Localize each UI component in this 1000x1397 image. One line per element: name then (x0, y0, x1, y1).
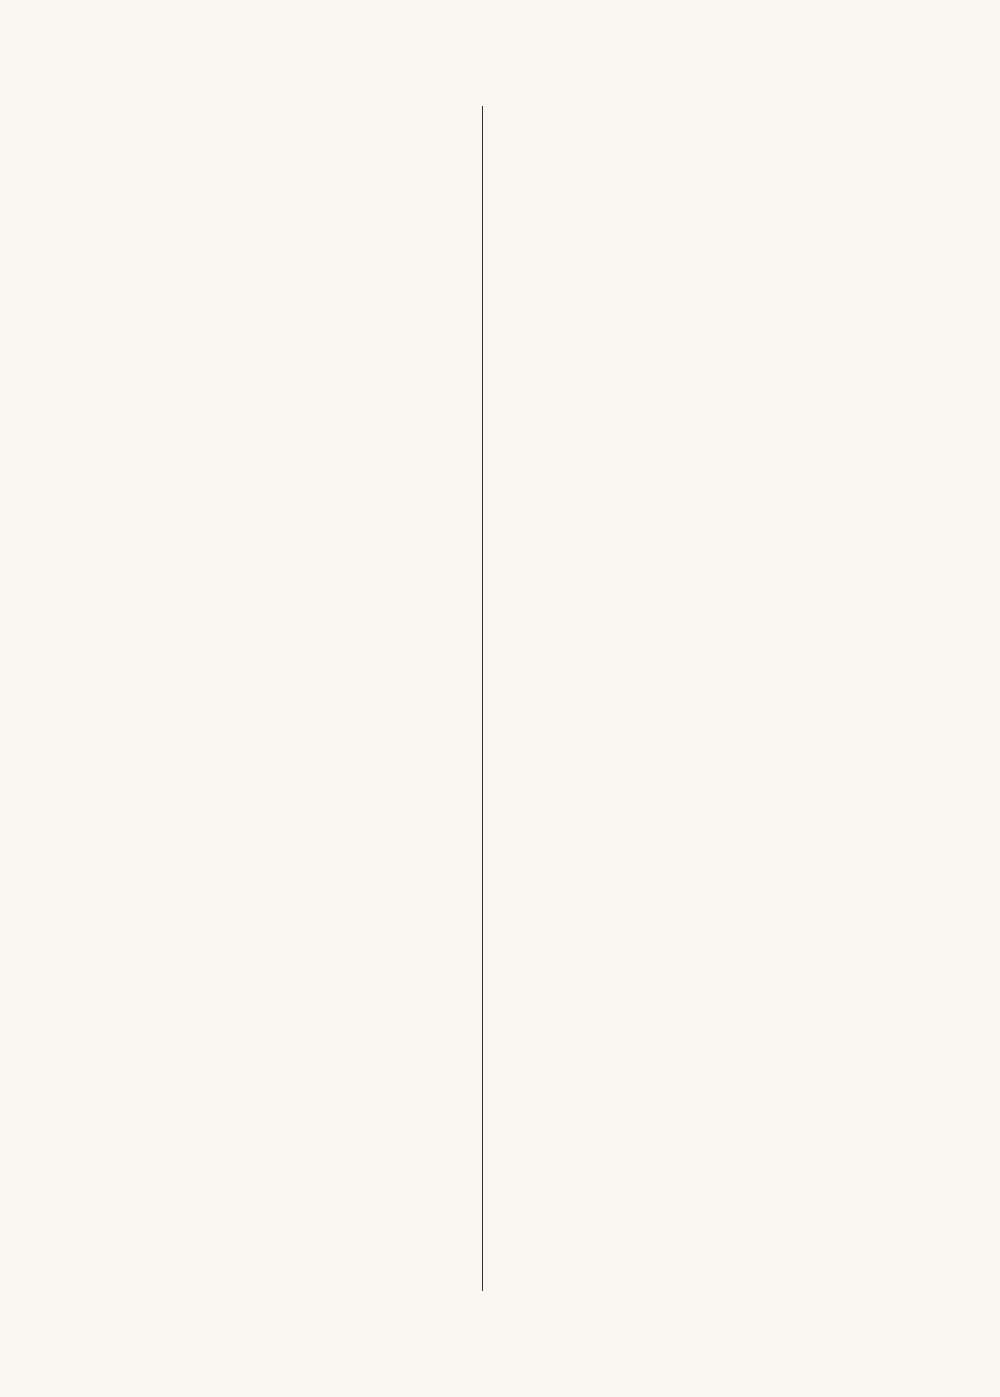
left-column (58, 110, 486, 150)
watermark-logo (802, 1291, 982, 1381)
answer-item-20 (58, 110, 486, 150)
column-divider (482, 106, 483, 1291)
